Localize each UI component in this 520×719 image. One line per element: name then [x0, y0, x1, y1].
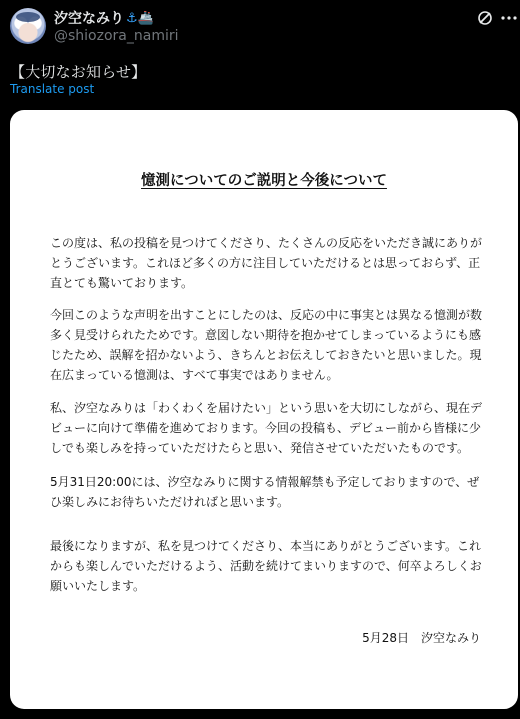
document-signature: 5月28日 汐空なみり	[362, 631, 481, 645]
post-image[interactable]	[10, 110, 518, 709]
document-paragraph-4: 5月31日20:00には、汐空なみりに関する情報解禁も予定しておりますので、ぜひ楽しみにお待ちいただければと思います。	[50, 475, 480, 509]
author-name-row[interactable]	[54, 9, 154, 27]
document-title: 憶測についてのご説明と今後について	[141, 173, 387, 189]
profile-avatar[interactable]	[10, 8, 46, 44]
document-paragraph-5: 最後になりますが、私を見つけてくださり、本当にありがとうございます。これからも楽しんでいただけるよう、活動を続けてまいりますので、何卒よろしくお願いいたします。	[50, 539, 482, 593]
author-display-name[interactable]: 汐空なみり	[54, 11, 124, 27]
post-header	[0, 0, 520, 56]
name-emoji-anchor-ship: ⚓🚢	[126, 10, 154, 26]
more-options-icon[interactable]	[501, 16, 517, 20]
author-handle[interactable]: @shiozora_namiri	[54, 28, 179, 44]
translate-post-link[interactable]: Translate post	[10, 82, 95, 96]
grok-icon[interactable]	[476, 9, 494, 27]
document-paragraph-2: 今回このような声明を出すことにしたのは、反応の中に事実とは異なる憶測が数多く見受けられたためです。意図しない期待を抱かせてしまっているようにも感じたため、誤解を招かないよう、きちんとお伝えしておきたいと思いました。現在広まっている憶測は、すべて事実ではありません。	[50, 308, 483, 382]
document-paragraph-3: 私、汐空なみりは「わくわくを届けたい」という思いを大切にしながら、現在デビューに向けて準備を進めております。今回の投稿も、デビュー前から皆様に少しでも楽しみを持っていただけたらと思い、発信させていただいたものです。	[50, 401, 483, 455]
document-paragraph-1: この度は、私の投稿を見つけてくださり、たくさんの反応をいただき誠にありがとうございます。これほど多くの方に注目していただけるとは思っておらず、正直とても驚いております。	[50, 236, 483, 290]
post-text: 【大切なお知らせ】	[10, 63, 147, 81]
